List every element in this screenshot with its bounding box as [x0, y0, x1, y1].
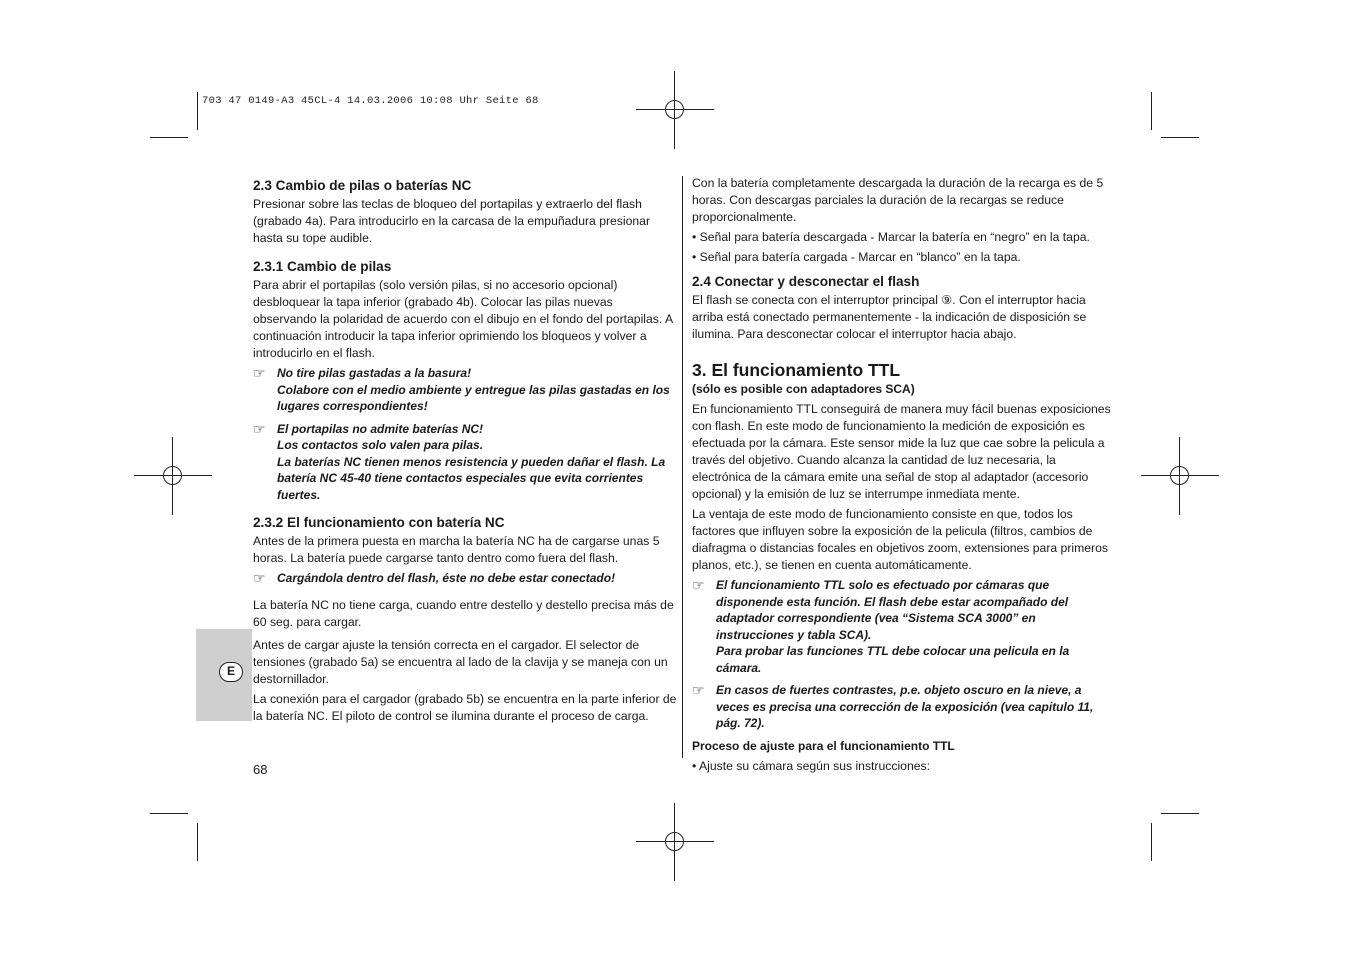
note [253, 421, 677, 504]
bullet-item: • Señal para batería descargada - Marcar la batería en “negro” en la tapa. [692, 230, 1090, 244]
paragraph [692, 292, 1116, 343]
note-text: El portapilas no admite baterías NC! [277, 421, 484, 436]
note-text: Los contactos solo valen para pilas. [277, 438, 484, 452]
note [692, 577, 1116, 676]
pointing-hand-icon: ☞ [692, 577, 705, 593]
crop-mark [1161, 813, 1199, 814]
left-column [253, 176, 677, 725]
pointing-hand-icon: ☞ [692, 682, 705, 698]
note [253, 570, 677, 587]
procedure-title: Proceso de ajuste para el funcionamiento TTL [692, 738, 955, 753]
pointing-hand-icon: ☞ [253, 365, 266, 381]
crop-mark [1151, 92, 1152, 130]
note [692, 682, 1116, 732]
note-text: No tire pilas gastadas a la basura! [277, 366, 472, 380]
crop-mark [1151, 823, 1152, 861]
crop-mark [1161, 137, 1199, 138]
note [253, 365, 677, 415]
paragraph: Con la batería completamente descargada la duración de la recarga es de 5 horas. Con descargas parciales la duración de la recargas se reduce proporcionalmente. [692, 176, 1104, 224]
page-number: 68 [253, 762, 268, 777]
section-title: 2.3.2 El funcionamiento con batería NC [253, 515, 505, 530]
registration-mark-bottom [636, 803, 714, 881]
paragraph: Antes de la primera puesta en marcha la batería NC ha de cargarse unas 5 horas. La batería puede cargarse tanto dentro como fuera del flash. [253, 534, 660, 565]
registration-mark-top [636, 71, 714, 149]
chapter-title: 3. El funcionamiento TTL [692, 360, 901, 380]
note-text: En casos de fuertes contrastes, p.e. objeto oscuro en la nieve, a veces es precisa una corrección de la exposición (vea capitulo 11, pág. 72). [716, 683, 1094, 730]
crop-mark [150, 137, 188, 138]
note-text: Para probar las funciones TTL debe colocar una pelicula en la cámara. [716, 644, 1070, 675]
paragraph: La batería NC no tiene carga, cuando entre destello y destello precisa más de 60 seg. para cargar. [253, 597, 674, 629]
crop-mark [197, 92, 198, 130]
right-column [692, 175, 1116, 775]
column-divider [682, 176, 683, 758]
circled-number: ⑨ [941, 293, 953, 307]
crop-mark [150, 813, 188, 814]
paragraph: Antes de cargar ajuste la tensión correcta en el cargador. El selector de tensiones (grabado 5a) se encuentra al lado de la clavija y se maneja con un destornillador. [253, 637, 668, 686]
print-header: 703 47 0149-A3 45CL-4 14.03.2006 10:08 Uhr Seite 68 [202, 95, 539, 107]
paragraph: En funcionamiento TTL conseguirá de manera muy fácil buenas exposiciones con flash. En este modo de funcionamiento la medición de exposición es efectuada por la cámara. Este sensor mide la luz que cae sobre la pelicula a través del objetivo. Cuando alcanza la cantidad de luz necesaria, la electrónica de la cámara emite una señal de stop al adaptador (accesorio opcional) y la emisión de luz se interrumpe inmediata mente. [692, 402, 1111, 501]
paragraph-text: . Con el interruptor hacia arriba está conectado permanentemente - la indicación de disposición se ilumina. Para desconectar colocar el interruptor hacia abajo. [692, 293, 1087, 341]
pointing-hand-icon: ☞ [253, 570, 266, 586]
note-text: La baterías NC tienen menos resistencia y pueden dañar el flash. La batería NC 45-40 tiene contactos especiales que evita corrientes fuertes. [277, 454, 666, 502]
section-title: 2.3 Cambio de pilas o baterías NC [253, 178, 472, 193]
pointing-hand-icon: ☞ [253, 420, 266, 437]
section-title: 2.3.1 Cambio de pilas [253, 259, 392, 274]
note-text: Colabore con el medio ambiente y entregue las pilas gastadas en los lugares correspondientes! [277, 382, 670, 413]
bullet-item: • Señal para batería cargada - Marcar en “blanco” en la tapa. [692, 250, 1021, 264]
chapter-subtitle: (sólo es posible con adaptadores SCA) [692, 382, 915, 396]
registration-mark-left [134, 437, 212, 515]
registration-mark-right [1141, 437, 1219, 515]
note-text: El funcionamiento TTL solo es efectuado por cámaras que disponende esta función. El flash debe estar acompañado del adaptador correspondiente (vea “Sistema SCA 3000” en instrucciones y tabla SCA). [716, 578, 1069, 642]
bullet-item: • Ajuste su cámara según sus instrucciones: [692, 758, 930, 773]
crop-mark [197, 823, 198, 861]
paragraph-text: El flash se conecta con el interruptor principal [692, 293, 942, 307]
note-text: Cargándola dentro del flash, éste no debe estar conectado! [277, 571, 616, 585]
paragraph: La ventaja de este modo de funcionamiento consiste en que, todos los factores que influyen sobre la exposición de la pelicula (filtros, cambios de diafragma o distancias focales en objetivos zoom, extensiones para primeros planos, etc.), se tienen en cuenta automáticamente. [692, 507, 1108, 572]
paragraph: Para abrir el portapilas (solo versión pilas, si no accesorio opcional) desbloquear la tapa inferior (grabado 4b). Colocar las pilas nuevas observando la polaridad de acuerdo con el dibujo en el fondo del portapilas. A continuación introducir la tapa inferior oprimiendo los bloqueos y volver a introducirlo en el flash. [253, 278, 673, 360]
paragraph: Presionar sobre las teclas de bloqueo del portapilas y extraerlo del flash (grabado 4a). Para introducirlo en la carcasa de la empuñadura presionar hasta su tope audible. [253, 197, 651, 245]
language-badge: E [219, 662, 243, 682]
section-title: 2.4 Conectar y desconectar el flash [692, 274, 920, 289]
paragraph: La conexión para el cargador (grabado 5b) se encuentra en la parte inferior de la batería NC. El piloto de control se ilumina durante el proceso de carga. [253, 691, 677, 723]
